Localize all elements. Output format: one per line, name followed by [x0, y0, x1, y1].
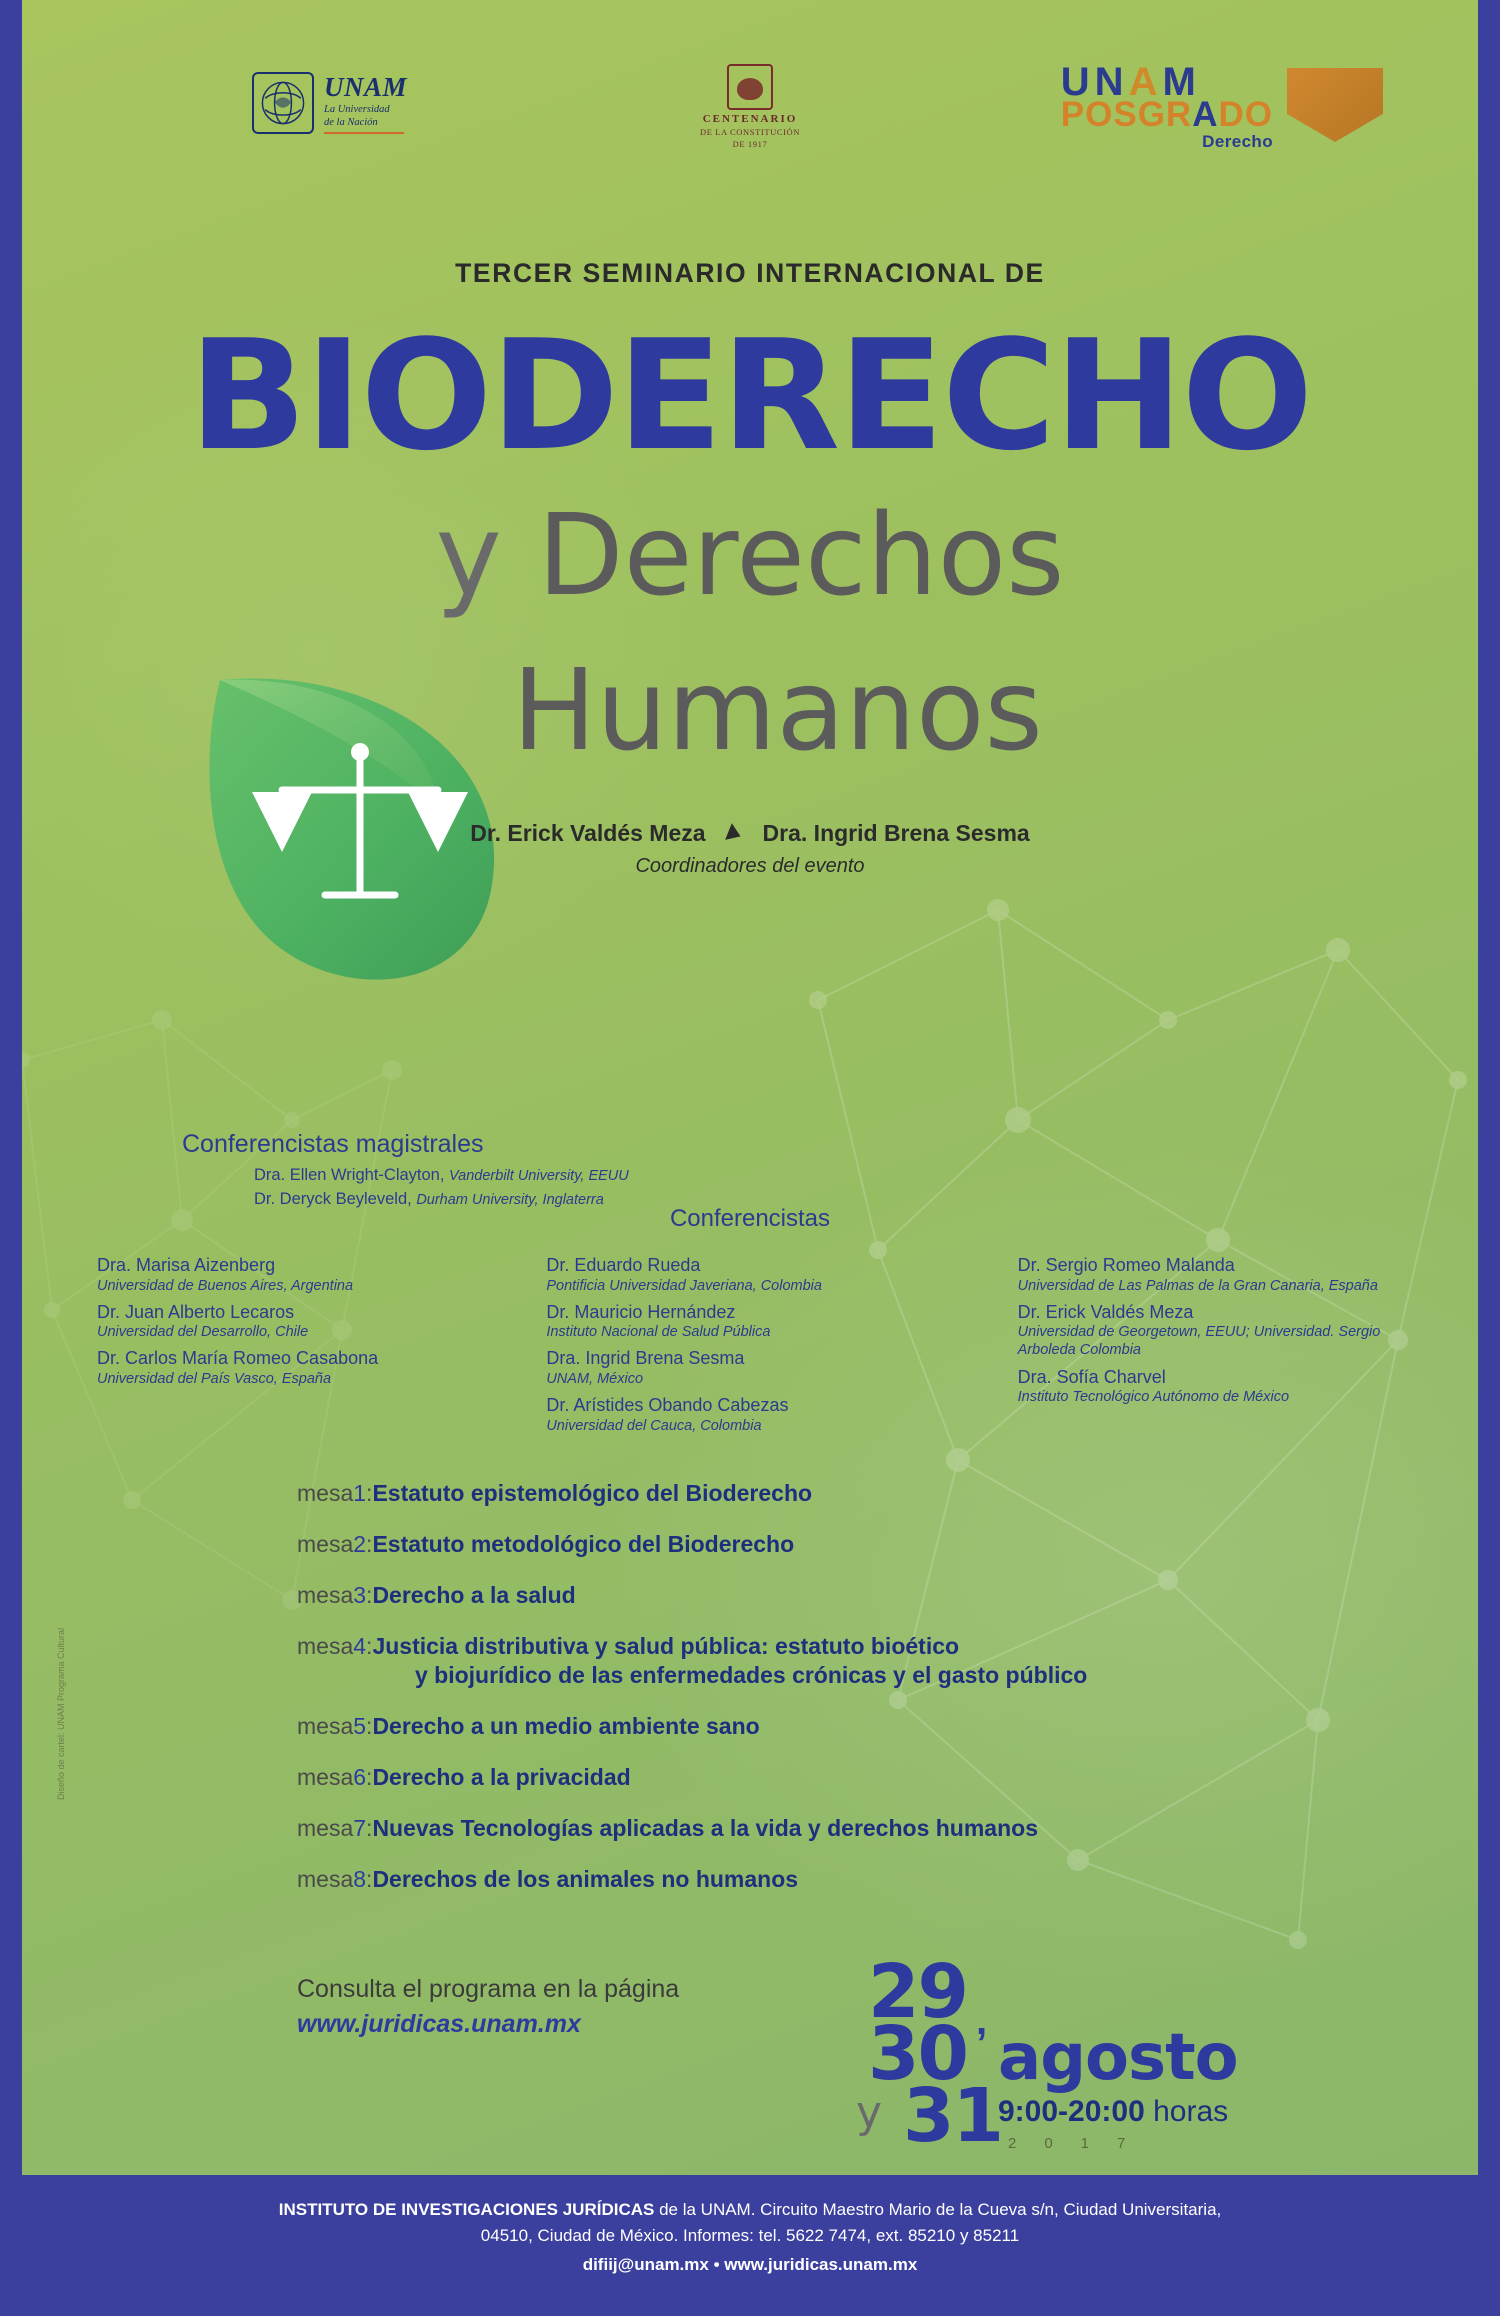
speaker-item: [97, 1348, 482, 1388]
side-credit-text: Diseño de cartel: UNAM Programa Cultural: [56, 1627, 66, 1800]
footer: [0, 2175, 1500, 2316]
table-label: mesa: [297, 1531, 354, 1557]
speaker-affiliation: Instituto Nacional de Salud Pública: [546, 1324, 771, 1341]
speaker-affiliation: Instituto Tecnológico Autónomo de México: [1017, 1389, 1290, 1406]
table-title: Derecho a un medio ambiente sano: [372, 1713, 760, 1739]
tables-list: [297, 1480, 1358, 1917]
date-month: agosto: [998, 2021, 1238, 2095]
footer-address-2: 04510, Ciudad de México. Informes: tel. 5622 7474, ext. 85210 y 85211: [480, 2226, 1020, 2246]
table-title: Estatuto metodológico del Bioderecho: [372, 1531, 795, 1557]
table-row: mesa 8: Derechos de los animales no humanos: [297, 1866, 799, 1892]
table-label: mesa: [297, 1582, 354, 1608]
hours-dash: -: [1058, 2095, 1069, 2128]
page-title: BIODERECHO: [188, 307, 1312, 484]
title-conjunction: y: [435, 491, 502, 621]
speaker-affiliation: UNAM, México: [546, 1371, 644, 1388]
speaker-item: [546, 1395, 931, 1435]
poster-background: [22, 0, 1478, 2175]
speaker-affiliation: Universidad de Buenos Aires, Argentina: [97, 1277, 354, 1294]
keynote-section: [182, 1130, 629, 1212]
date-day-3: 31: [903, 2073, 1002, 2159]
logo-unam-la-universidad-de-la-nacion: [252, 72, 407, 134]
speaker-name: Dr. Sergio Romeo Malanda: [1017, 1255, 1235, 1275]
speakers-column-1: [97, 1255, 482, 1442]
speaker-name: Dr. Carlos María Romeo Casabona: [97, 1348, 379, 1369]
speakers-column-3: [950, 1255, 1403, 1442]
unam-shield-icon: [254, 74, 312, 132]
speaker-name: Dra. Ingrid Brena Sesma: [546, 1348, 745, 1369]
event-hours: [998, 2095, 1228, 2129]
table-label: mesa: [297, 1866, 354, 1892]
posgrado-derecho-word: Derecho: [1202, 132, 1273, 152]
date-comma: ,: [976, 1999, 988, 2043]
coordinators-names: [470, 820, 1029, 847]
posgrado-shield-icon: [1287, 68, 1383, 142]
logo-centenario-constitucion: [700, 64, 800, 149]
kicker-text: TERCER SEMINARIO INTERNACIONAL DE: [455, 258, 1045, 288]
table-row: mesa 5: Derecho a un medio ambiente sano: [297, 1713, 760, 1739]
unam-wordmark: [324, 72, 407, 134]
table-row: mesa 2: Estatuto metodológico del Bioderecho: [297, 1531, 795, 1557]
table-number: 5: [353, 1713, 367, 1739]
table-row: mesa 1: Estatuto epistemológico del Bioderecho: [297, 1480, 813, 1506]
table-title: Derecho a la privacidad: [372, 1764, 631, 1790]
coordinators-block: [22, 820, 1478, 878]
date-day-2: 30: [868, 2011, 967, 2097]
title-humanos: Humanos: [512, 646, 1043, 776]
unam-wordmark-title: UNAM: [324, 72, 408, 102]
hours-end: 20:00: [1068, 2095, 1145, 2128]
title-line-two: [22, 491, 1478, 621]
program-block: [297, 1975, 679, 2039]
keynote-speaker-affiliation: Durham University, Inglaterra: [416, 1191, 604, 1208]
table-number: 7: [353, 1815, 367, 1841]
speaker-item: [546, 1255, 931, 1295]
speaker-item: [1018, 1255, 1403, 1295]
footer-address-1: de la UNAM. Circuito Maestro Mario de la Cueva s/n, Ciudad Universitaria,: [654, 2200, 1222, 2219]
table-title: Estatuto epistemológico del Bioderecho: [372, 1480, 813, 1506]
speaker-item: [1018, 1367, 1403, 1407]
table-label: mesa: [297, 1480, 354, 1506]
hours-start: 9:00: [998, 2095, 1059, 2128]
table-title: Justicia distributiva y salud pública: estatuto bioético: [372, 1633, 960, 1659]
event-dates-block: [848, 1949, 1328, 2159]
event-year: 2017: [1008, 2135, 1154, 2152]
centenario-line1: CENTENARIO: [702, 113, 798, 125]
table-label: mesa: [297, 1764, 354, 1790]
coordinator-name-1: Dr. Erick Valdés Meza: [470, 820, 706, 846]
table-label: mesa: [297, 1713, 354, 1739]
program-text: Consulta el programa en la página: [297, 1975, 680, 2003]
speaker-item: [1018, 1302, 1403, 1360]
coordinator-name-2: Dra. Ingrid Brena Sesma: [762, 820, 1030, 846]
centenario-line3: DE 1917: [732, 139, 768, 149]
keynote-speaker-affiliation: Vanderbilt University, EEUU: [449, 1168, 629, 1184]
table-row: mesa 6: Derecho a la privacidad: [297, 1764, 631, 1790]
keynote-speaker-name: Dra. Ellen Wright-Clayton,: [254, 1166, 445, 1184]
table-number: 3: [353, 1582, 367, 1608]
table-title: Derecho a la salud: [372, 1582, 576, 1608]
table-row: mesa 4: Justicia distributiva y salud pública: estatuto bioético y biojurídico de las enfermedades crónicas y el gasto público: [297, 1633, 1358, 1689]
triangle-separator-icon: [725, 823, 744, 845]
posgrado-word: POSGRADO: [1060, 95, 1273, 134]
table-title-line2: y biojurídico de las enfermedades crónicas y el gasto público: [415, 1662, 1088, 1688]
footer-institute-line: [0, 2197, 1500, 2223]
unam-seal-icon: [252, 72, 314, 134]
table-number: 6: [353, 1764, 367, 1790]
speaker-name: Dr. Arístides Obando Cabezas: [546, 1395, 789, 1416]
speaker-name: Dr. Mauricio Hernández: [546, 1301, 736, 1322]
centenario-line2: DE LA CONSTITUCIÓN: [699, 127, 801, 137]
keynote-heading: Conferencistas magistrales: [182, 1130, 484, 1158]
speaker-affiliation: Universidad del Desarrollo, Chile: [97, 1324, 309, 1341]
unam-wordmark-underline: [324, 132, 404, 134]
speakers-column-2: [500, 1255, 931, 1442]
speaker-name: Dr. Erick Valdés Meza: [1017, 1301, 1194, 1322]
speaker-name: Dr. Juan Alberto Lecaros: [97, 1301, 295, 1322]
date-conjunction: y: [856, 2087, 883, 2138]
table-number: 8: [353, 1866, 367, 1892]
table-number: 4: [353, 1633, 367, 1659]
speaker-item: [97, 1255, 482, 1295]
speaker-name: Dra. Marisa Aizenberg: [97, 1255, 276, 1275]
speaker-affiliation: Universidad de Las Palmas de la Gran Canaria, España: [1017, 1277, 1378, 1294]
unam-wordmark-line1: La Universidad: [324, 104, 390, 115]
logo-unam-posgrado-derecho: [1061, 62, 1273, 152]
table-number: 1: [353, 1480, 367, 1506]
centenario-seal-icon: [727, 64, 773, 110]
logo-bar: [22, 62, 1478, 167]
table-title: Nuevas Tecnologías aplicadas a la vida y derechos humanos: [372, 1815, 1038, 1841]
unam-wordmark-line2: de la Nación: [324, 117, 378, 129]
table-row: mesa 7: Nuevas Tecnologías aplicadas a la vida y derechos humanos: [297, 1815, 1038, 1841]
speaker-item: [546, 1302, 931, 1342]
coordinators-role: Coordinadores del evento: [635, 855, 865, 877]
speaker-affiliation: Pontificia Universidad Javeriana, Colombia: [546, 1277, 822, 1294]
title-derechos: Derechos: [537, 491, 1065, 621]
speaker-affiliation: Universidad de Georgetown, EEUU; Universidad. Sergio Arboleda Colombia: [1017, 1324, 1381, 1359]
speaker-item: [546, 1348, 931, 1388]
speaker-affiliation: Universidad del Cauca, Colombia: [546, 1417, 762, 1434]
footer-contact[interactable]: difiij@unam.mx • www.juridicas.unam.mx: [582, 2254, 918, 2274]
speaker-affiliation: Universidad del País Vasco, España: [97, 1371, 332, 1388]
keynote-speaker-name: Dr. Deryck Beyleveld,: [254, 1189, 412, 1208]
speakers-columns: [97, 1255, 1403, 1442]
speaker-item: [97, 1302, 482, 1342]
date-day-1: 29: [868, 1949, 967, 2035]
footer-institute-name: INSTITUTO DE INVESTIGACIONES JURÍDICAS: [278, 2200, 655, 2219]
speakers-heading: Conferencistas: [669, 1205, 831, 1232]
keynote-speaker: [254, 1164, 629, 1188]
speaker-name: Dra. Sofía Charvel: [1017, 1366, 1166, 1387]
speaker-name: Dr. Eduardo Rueda: [546, 1255, 701, 1275]
table-label: mesa: [297, 1633, 354, 1659]
table-row: mesa 3: Derecho a la salud: [297, 1582, 576, 1608]
program-url[interactable]: www.juridicas.unam.mx: [297, 2010, 581, 2038]
table-label: mesa: [297, 1815, 354, 1841]
posgrado-unam-word: UNAM: [1060, 60, 1201, 104]
table-number: 2: [353, 1531, 367, 1557]
hours-word: horas: [1144, 2095, 1229, 2128]
table-title: Derechos de los animales no humanos: [372, 1866, 799, 1892]
